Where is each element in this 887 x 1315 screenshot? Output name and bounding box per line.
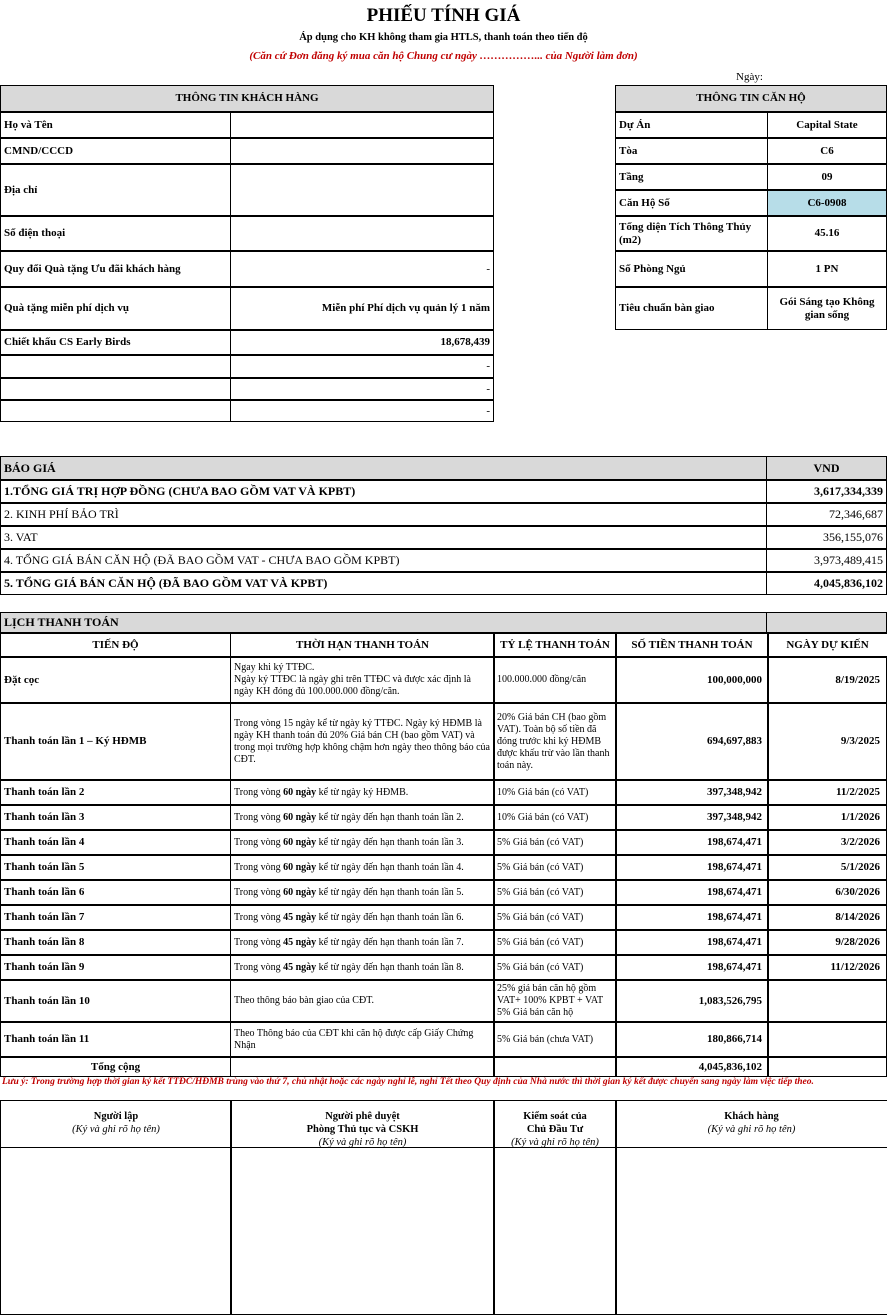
schedule-term — [230, 955, 495, 980]
schedule-stage: Thanh toán lần 1 – Ký HĐMB — [0, 703, 231, 780]
schedule-stage: Thanh toán lần 5 — [0, 855, 231, 880]
schedule-stage: Thanh toán lần 9 — [0, 955, 231, 980]
schedule-stage: Thanh toán lần 10 — [0, 980, 231, 1022]
basis-note: (Căn cứ Đơn đăng ký mua căn hộ Chung cư ngày ……………... của Người làm đơn) — [249, 50, 638, 62]
schedule-term-days: 60 ngày — [283, 786, 317, 798]
schedule-term-days: 60 ngày — [283, 861, 317, 873]
schedule-amount: 1,083,526,795 — [615, 980, 769, 1022]
customer-value: 18,678,439 — [230, 330, 494, 355]
customer-label — [0, 378, 231, 400]
apartment-label: Tòa — [615, 138, 768, 164]
customer-value — [230, 138, 494, 164]
schedule-term-text: kể từ ngày đến hạn thanh toán lần 2. — [316, 811, 464, 823]
schedule-term-days: 60 ngày — [283, 886, 317, 898]
schedule-total-blank — [493, 1057, 617, 1077]
signature-hint: (Ký và ghi rõ họ tên) — [72, 1124, 160, 1135]
apartment-value: 09 — [767, 164, 887, 190]
schedule-term-text: Trong vòng — [234, 886, 284, 898]
schedule-ratio: 5% Giá bán (có VAT) — [493, 830, 617, 855]
schedule-term-text: kể từ ngày đến hạn thanh toán lần 8. — [316, 961, 464, 973]
quote-value: 3,973,489,415 — [766, 549, 887, 572]
quote-label: 1.TỔNG GIÁ TRỊ HỢP ĐỒNG (CHƯA BAO GỒM VAT VÀ KPBT) — [0, 480, 767, 503]
schedule-ratio: 10% Giá bán (có VAT) — [493, 805, 617, 830]
schedule-ratio: 5% Giá bán (có VAT) — [493, 855, 617, 880]
signature-header — [615, 1100, 887, 1148]
schedule-ratio: 100.000.000 đồng/căn — [493, 657, 617, 703]
customer-value: - — [230, 251, 494, 287]
apartment-value: 45.16 — [767, 216, 887, 251]
schedule-heading: LỊCH THANH TOÁN — [0, 612, 767, 633]
schedule-term-text: Theo thông báo bàn giao của CĐT. — [234, 995, 375, 1006]
schedule-amount: 198,674,471 — [615, 930, 769, 955]
signature-title: Khách hàng — [724, 1111, 779, 1122]
schedule-term-text: kể từ ngày đến hạn thanh toán lần 5. — [316, 886, 464, 898]
schedule-term — [230, 830, 495, 855]
apartment-label: Dự Án — [615, 112, 768, 138]
signature-area[interactable] — [615, 1147, 887, 1315]
schedule-term-days: 45 ngày — [283, 911, 317, 923]
customer-label: Quà tặng miễn phí dịch vụ — [0, 287, 231, 330]
quote-label: 4. TỔNG GIÁ BÁN CĂN HỘ (ĐÃ BAO GỒM VAT - CHƯA BAO GỒM KPBT) — [0, 549, 767, 572]
apartment-label: Căn Hộ Số — [615, 190, 768, 216]
apartment-value: 1 PN — [767, 251, 887, 287]
schedule-column-header: SỐ TIỀN THANH TOÁN — [615, 633, 769, 657]
quote-heading: BÁO GIÁ — [0, 456, 767, 480]
schedule-column-header: TỶ LỆ THANH TOÁN — [493, 633, 617, 657]
page-subtitle: Áp dụng cho KH không tham gia HTLS, thanh toán theo tiến độ — [299, 32, 588, 43]
schedule-stage: Đặt cọc — [0, 657, 231, 703]
schedule-term — [230, 805, 495, 830]
apartment-value: C6 — [767, 138, 887, 164]
schedule-total-label: Tổng cộng — [0, 1057, 231, 1077]
customer-label: Địa chỉ — [0, 164, 231, 216]
schedule-term-text: Trong vòng — [234, 936, 284, 948]
schedule-term-days: 45 ngày — [283, 936, 317, 948]
customer-value: - — [230, 378, 494, 400]
schedule-stage: Thanh toán lần 11 — [0, 1022, 231, 1057]
schedule-column-header: TIẾN ĐỘ — [0, 633, 231, 657]
schedule-amount: 198,674,471 — [615, 830, 769, 855]
schedule-ratio: 5% Giá bán (có VAT) — [493, 930, 617, 955]
quote-label: 5. TỔNG GIÁ BÁN CĂN HỘ (ĐÃ BAO GỒM VAT VÀ KPBT) — [0, 572, 767, 595]
schedule-date: 1/1/2026 — [767, 805, 887, 830]
signature-area[interactable] — [230, 1147, 495, 1315]
quote-value: 3,617,334,339 — [766, 480, 887, 503]
customer-label: Họ và Tên — [0, 112, 231, 138]
signature-title: Kiểm soát của — [523, 1111, 587, 1122]
schedule-term-text: Trong vòng — [234, 811, 284, 823]
schedule-stage: Thanh toán lần 6 — [0, 880, 231, 905]
date-label: Ngày: — [736, 71, 763, 83]
schedule-term-text: kể từ ngày đến hạn thanh toán lần 6. — [316, 911, 464, 923]
customer-label — [0, 355, 231, 378]
customer-value: - — [230, 355, 494, 378]
signature-header — [0, 1100, 232, 1148]
schedule-term-text: Trong vòng 15 ngày kể từ ngày ký TTĐC. Ngày ký HĐMB là ngày KH thanh toán đủ 20% Giá bán CH (bao gồm VAT) và trong mọi trường hợp không chậm hơn ngày theo thông báo của CĐT. — [234, 717, 490, 765]
schedule-ratio: 25% giá bán căn hộ gồm VAT+ 100% KPBT + VAT 5% Giá bán căn hộ — [493, 980, 617, 1022]
apartment-value: Gói Sáng tạo Không gian sống — [767, 287, 887, 330]
schedule-amount: 198,674,471 — [615, 880, 769, 905]
schedule-amount: 180,866,714 — [615, 1022, 769, 1057]
schedule-column-header: THỜI HẠN THANH TOÁN — [230, 633, 495, 657]
customer-value — [230, 164, 494, 216]
schedule-amount: 198,674,471 — [615, 855, 769, 880]
signature-area[interactable] — [493, 1147, 617, 1315]
schedule-term-text: Theo Thông báo của CĐT khi căn hộ được cấp Giấy Chứng Nhận — [234, 1027, 474, 1051]
signature-area[interactable] — [0, 1147, 232, 1315]
schedule-stage: Thanh toán lần 7 — [0, 905, 231, 930]
signature-subtitle: Phòng Thủ tục và CSKH — [306, 1124, 419, 1135]
schedule-term — [230, 930, 495, 955]
schedule-ratio: 5% Giá bán (có VAT) — [493, 955, 617, 980]
apartment-value: Capital State — [767, 112, 887, 138]
schedule-date: 8/14/2026 — [767, 905, 887, 930]
schedule-ratio: 10% Giá bán (có VAT) — [493, 780, 617, 805]
signature-hint: (Ký và ghi rõ họ tên) — [511, 1137, 599, 1148]
customer-value — [230, 112, 494, 138]
schedule-term-text: Trong vòng — [234, 786, 284, 798]
customer-label: Chiết khấu CS Early Birds — [0, 330, 231, 355]
quote-value: 4,045,836,102 — [766, 572, 887, 595]
quote-value: 356,155,076 — [766, 526, 887, 549]
quote-value: 72,346,687 — [766, 503, 887, 526]
schedule-term-text: kể từ ngày đến hạn thanh toán lần 3. — [316, 836, 464, 848]
schedule-term — [230, 855, 495, 880]
schedule-term-text: Trong vòng — [234, 911, 284, 923]
schedule-ratio: 20% Giá bán CH (bao gồm VAT). Toàn bộ số tiền đã đóng trước khi ký HĐMB được khấu trừ vào lần thanh toán này. — [493, 703, 617, 780]
schedule-amount: 397,348,942 — [615, 805, 769, 830]
schedule-total-amount: 4,045,836,102 — [615, 1057, 769, 1077]
schedule-date: 11/12/2026 — [767, 955, 887, 980]
schedule-term — [230, 980, 495, 1022]
schedule-ratio: 5% Giá bán (chưa VAT) — [493, 1022, 617, 1057]
schedule-date: 6/30/2026 — [767, 880, 887, 905]
schedule-stage: Thanh toán lần 2 — [0, 780, 231, 805]
customer-value — [230, 216, 494, 251]
schedule-ratio: 5% Giá bán (có VAT) — [493, 880, 617, 905]
apartment-heading: THÔNG TIN CĂN HỘ — [615, 85, 887, 112]
apartment-label: Tiêu chuẩn bàn giao — [615, 287, 768, 330]
schedule-term — [230, 905, 495, 930]
apartment-label: Số Phòng Ngủ — [615, 251, 768, 287]
signature-subtitle: Chủ Đầu Tư — [526, 1124, 584, 1135]
schedule-column-header: NGÀY DỰ KIẾN — [767, 633, 887, 657]
schedule-term-days: 60 ngày — [283, 836, 317, 848]
signature-title: Người phê duyệt — [325, 1111, 400, 1122]
schedule-amount: 100,000,000 — [615, 657, 769, 703]
customer-label: Quy đổi Quà tặng Ưu đãi khách hàng — [0, 251, 231, 287]
quote-label: 3. VAT — [0, 526, 767, 549]
schedule-term-text: kể từ ngày ký HĐMB. — [316, 786, 409, 798]
schedule-date: 9/3/2025 — [767, 703, 887, 780]
signature-header — [230, 1100, 495, 1148]
schedule-term-text: Ngay khi ký TTĐC. Ngày ký TTĐC là ngày ghi trên TTĐC và được xác định là ngày KH đóng đủ 100.000.000 đồng/căn. — [234, 662, 471, 697]
signature-hint: (Ký và ghi rõ họ tên) — [318, 1137, 407, 1148]
schedule-date: 11/2/2025 — [767, 780, 887, 805]
schedule-amount: 198,674,471 — [615, 955, 769, 980]
signature-header — [493, 1100, 617, 1148]
schedule-date: 8/19/2025 — [767, 657, 887, 703]
customer-value: - — [230, 400, 494, 422]
schedule-term — [230, 703, 495, 780]
customer-label: Số điện thoại — [0, 216, 231, 251]
schedule-amount: 694,697,883 — [615, 703, 769, 780]
apartment-label: Tầng — [615, 164, 768, 190]
schedule-stage: Thanh toán lần 4 — [0, 830, 231, 855]
schedule-term-text: Trong vòng — [234, 961, 284, 973]
customer-label — [0, 400, 231, 422]
schedule-term-text: kể từ ngày đến hạn thanh toán lần 4. — [316, 861, 464, 873]
schedule-term-days: 60 ngày — [283, 811, 317, 823]
schedule-heading-filler — [766, 612, 887, 633]
schedule-term-text: Trong vòng — [234, 836, 284, 848]
page-title: PHIẾU TÍNH GIÁ — [366, 5, 521, 26]
schedule-term — [230, 1022, 495, 1057]
customer-label: CMND/CCCD — [0, 138, 231, 164]
schedule-total-blank — [230, 1057, 495, 1077]
schedule-term — [230, 880, 495, 905]
schedule-date: 9/28/2026 — [767, 930, 887, 955]
schedule-amount: 198,674,471 — [615, 905, 769, 930]
schedule-term — [230, 657, 495, 703]
schedule-term — [230, 780, 495, 805]
signature-title: Người lập — [93, 1111, 139, 1122]
schedule-term-text: kể từ ngày đến hạn thanh toán lần 7. — [316, 936, 464, 948]
schedule-stage: Thanh toán lần 3 — [0, 805, 231, 830]
quote-label: 2. KINH PHÍ BẢO TRÌ — [0, 503, 767, 526]
schedule-total-blank — [767, 1057, 887, 1077]
footnote: Lưu ý: Trong trường hợp thời gian ký kết TTĐC/HĐMB trùng vào thứ 7, chủ nhật hoặc các ngày nghỉ lễ, nghỉ Tết theo Quy định của Nhà nước thì thời gian ký kết được chuyển sang ngày làm việc tiếp theo. — [2, 1077, 814, 1087]
quote-currency: VND — [766, 456, 887, 480]
schedule-date — [767, 1022, 887, 1057]
schedule-term-days: 45 ngày — [283, 961, 317, 973]
apartment-code-highlight: C6-0908 — [767, 190, 887, 216]
customer-heading: THÔNG TIN KHÁCH HÀNG — [0, 85, 494, 112]
schedule-date — [767, 980, 887, 1022]
schedule-date: 3/2/2026 — [767, 830, 887, 855]
signature-hint: (Ký và ghi rõ họ tên) — [707, 1124, 796, 1135]
customer-value: Miễn phí Phí dịch vụ quản lý 1 năm — [230, 287, 494, 330]
schedule-stage: Thanh toán lần 8 — [0, 930, 231, 955]
schedule-amount: 397,348,942 — [615, 780, 769, 805]
schedule-date: 5/1/2026 — [767, 855, 887, 880]
schedule-term-text: Trong vòng — [234, 861, 284, 873]
schedule-ratio: 5% Giá bán (có VAT) — [493, 905, 617, 930]
apartment-label: Tổng diện Tích Thông Thủy (m2) — [615, 216, 768, 251]
